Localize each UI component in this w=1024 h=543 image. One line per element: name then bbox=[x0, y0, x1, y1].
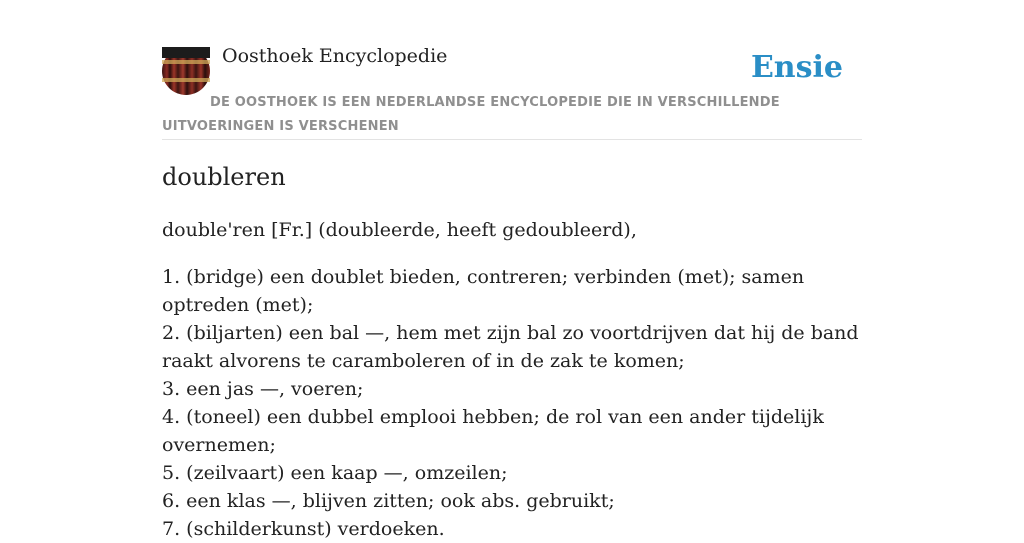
entry-title: doubleren bbox=[162, 163, 286, 191]
sense-item: 6. een klas —, blijven zitten; ook abs. gebruikt; bbox=[162, 490, 615, 512]
sense-item: 3. een jas —, voeren; bbox=[162, 378, 364, 400]
sense-item: 2. (biljarten) een bal —, hem met zijn bal zo voortdrijven dat hij de band raakt alvorens te caramboleren of in de zak te komen; bbox=[162, 322, 859, 372]
page-container bbox=[162, 0, 862, 540]
ensie-logo[interactable]: Ensie bbox=[750, 50, 843, 85]
entry-headword-line: double'ren [Fr.] (doubleerde, heeft gedoubleerd), bbox=[162, 219, 637, 241]
source-header bbox=[162, 0, 862, 140]
sense-item: 4. (toneel) een dubbel emplooi hebben; de rol van een ander tijdelijk overnemen; bbox=[162, 406, 824, 456]
avatar-shadow bbox=[162, 47, 210, 58]
sense-item: 7. (schilderkunst) verdoeken. bbox=[162, 518, 445, 540]
source-avatar[interactable] bbox=[162, 47, 210, 95]
sense-item: 1. (bridge) een doublet bieden, contreren; verbinden (met); samen optreden (met); bbox=[162, 266, 805, 316]
avatar-band bbox=[162, 78, 210, 82]
entry-senses bbox=[162, 263, 862, 543]
source-tagline: DE OOSTHOEK IS EEN NEDERLANDSE ENCYCLOPEDIE DIE IN VERSCHILLENDE UITVOERINGEN IS VERSCHENEN bbox=[162, 95, 780, 134]
sense-item: 5. (zeilvaart) een kaap —, omzeilen; bbox=[162, 462, 508, 484]
avatar-band bbox=[162, 60, 210, 64]
source-name-link[interactable]: Oosthoek Encyclopedie bbox=[222, 45, 448, 67]
